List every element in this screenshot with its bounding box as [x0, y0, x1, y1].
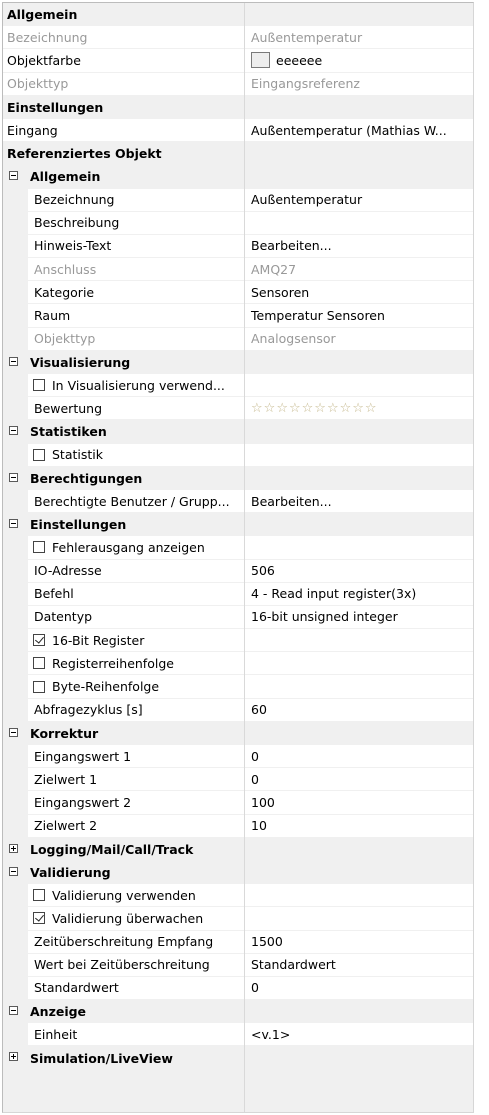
rating-value[interactable] — [245, 397, 473, 419]
property-row-receive-timeout[interactable] — [3, 931, 473, 954]
property-name: Objekttyp — [3, 73, 244, 95]
collapse-icon[interactable] — [9, 426, 18, 435]
subcategory-label: Logging/Mail/Call/Track — [30, 841, 194, 857]
property-value — [245, 675, 473, 697]
data-type-select[interactable]: 16-bit unsigned integer — [245, 606, 473, 628]
property-name: Hinweis-Text — [28, 235, 244, 257]
property-row-target-value-1[interactable] — [3, 768, 473, 791]
use-validation-checkbox[interactable] — [33, 889, 45, 901]
statistics-checkbox[interactable] — [33, 449, 45, 461]
empty-grid-area — [3, 1070, 473, 1110]
property-row-data-type[interactable] — [3, 606, 473, 629]
checkbox-label: In Visualisierung verwend... — [52, 377, 225, 393]
edit-hint-link[interactable]: Bearbeiten... — [245, 235, 473, 257]
collapse-icon[interactable] — [9, 1006, 18, 1015]
property-name: Zeitüberschreitung Empfang — [28, 931, 244, 953]
property-value: Außentemperatur — [245, 26, 473, 48]
collapse-icon[interactable] — [9, 357, 18, 366]
subcategory-label: Validierung — [30, 865, 111, 881]
star-icon[interactable]: ☆ — [251, 400, 263, 416]
error-output-checkbox[interactable] — [33, 541, 45, 553]
input-value-1-field[interactable]: 0 — [245, 745, 473, 767]
property-row-input[interactable] — [3, 119, 473, 142]
16bit-register-checkbox[interactable] — [33, 634, 45, 646]
property-row-rating[interactable] — [3, 397, 473, 420]
subcategory-label: Allgemein — [30, 169, 101, 185]
star-icon[interactable]: ☆ — [326, 400, 339, 416]
star-icon[interactable]: ☆ — [301, 400, 314, 416]
room-select[interactable]: Temperatur Sensoren — [245, 304, 473, 326]
category-label: Referenziertes Objekt — [7, 146, 162, 162]
edit-permissions-link[interactable]: Bearbeiten... — [245, 490, 473, 512]
subcategory-label: Anzeige — [30, 1004, 87, 1020]
property-row-object-color[interactable] — [3, 49, 473, 72]
property-row-io-address[interactable] — [3, 560, 473, 583]
property-name: Befehl — [28, 583, 244, 605]
property-value — [245, 884, 473, 906]
subcategory-correction[interactable] — [3, 722, 473, 745]
subcategory-label: Simulation/LiveView — [30, 1050, 173, 1066]
property-row-input-value-2[interactable] — [3, 791, 473, 814]
io-address-field[interactable]: 506 — [245, 560, 473, 582]
property-name: Beschreibung — [28, 212, 244, 234]
property-name: Eingangswert 1 — [28, 745, 244, 767]
expand-icon[interactable] — [9, 1052, 18, 1061]
subcategory-label: Berechtigungen — [30, 470, 143, 486]
property-row-poll-cycle[interactable] — [3, 699, 473, 722]
property-name[interactable] — [28, 374, 244, 396]
star-icon[interactable]: ☆ — [364, 400, 377, 416]
property-row-ref-name[interactable] — [3, 189, 473, 212]
property-name: Eingangswert 2 — [28, 791, 244, 813]
property-row-object-type[interactable] — [3, 73, 473, 96]
subcategory-simulation[interactable] — [3, 1046, 473, 1069]
property-name: Datentyp — [28, 606, 244, 628]
collapse-icon[interactable] — [9, 519, 18, 528]
property-value — [245, 374, 473, 396]
property-name[interactable] — [28, 907, 244, 929]
property-value: Eingangsreferenz — [245, 73, 473, 95]
subcategory-permissions[interactable] — [3, 467, 473, 490]
checkbox-label: Fehlerausgang anzeigen — [52, 539, 205, 555]
category-general — [3, 3, 473, 26]
poll-cycle-field[interactable]: 60 — [245, 699, 473, 721]
monitor-validation-checkbox[interactable] — [33, 912, 45, 924]
property-name: Berechtigte Benutzer / Grupp... — [28, 490, 244, 512]
subcategory-label: Einstellungen — [30, 517, 127, 533]
property-name: Abfragezyklus [s] — [28, 699, 244, 721]
star-icon[interactable]: ☆ — [288, 400, 301, 416]
category-label: Einstellungen — [7, 99, 104, 115]
category-settings — [3, 96, 473, 119]
property-row-category[interactable] — [3, 281, 473, 304]
property-name: Objektfarbe — [3, 49, 244, 71]
property-name: Objekttyp — [28, 328, 244, 350]
checkbox-label: Statistik — [52, 447, 103, 463]
subcategory-general[interactable] — [3, 165, 473, 188]
property-row-description[interactable] — [3, 212, 473, 235]
property-value[interactable] — [245, 212, 473, 234]
subcategory-label: Statistiken — [30, 424, 107, 440]
category-select[interactable]: Sensoren — [245, 281, 473, 303]
property-value: AMQ27 — [245, 258, 473, 280]
property-name[interactable] — [28, 444, 244, 466]
subcategory-label: Korrektur — [30, 725, 99, 741]
property-value — [245, 652, 473, 674]
property-name[interactable] — [28, 652, 244, 674]
property-row-ref-object-type[interactable] — [3, 328, 473, 351]
subcategory-label: Visualisierung — [30, 354, 131, 370]
expand-icon[interactable] — [9, 844, 18, 853]
command-select[interactable]: 4 - Read input register(3x) — [245, 583, 473, 605]
property-value — [245, 629, 473, 651]
property-row-command[interactable] — [3, 583, 473, 606]
receive-timeout-field[interactable]: 1500 — [245, 931, 473, 953]
property-row-default-value[interactable] — [3, 977, 473, 1000]
category-referenced-object — [3, 142, 473, 165]
property-name: Bezeichnung — [3, 26, 244, 48]
byte-order-checkbox[interactable] — [33, 681, 45, 693]
subcategory-statistics[interactable] — [3, 420, 473, 443]
property-value — [245, 444, 473, 466]
color-swatch[interactable] — [251, 52, 270, 68]
property-row-timeout-value[interactable] — [3, 954, 473, 977]
star-icon[interactable]: ☆ — [339, 400, 352, 416]
checkbox-label: Validierung verwenden — [52, 887, 196, 903]
property-name: Anschluss — [28, 258, 244, 280]
star-icon[interactable]: ☆ — [276, 400, 288, 416]
subcategory-visualization[interactable] — [3, 351, 473, 374]
property-value — [245, 907, 473, 929]
target-value-2-field[interactable]: 10 — [245, 815, 473, 837]
star-icon[interactable]: ☆ — [352, 400, 364, 416]
property-name: Bewertung — [28, 397, 244, 419]
property-name: Standardwert — [28, 977, 244, 999]
property-name: Zielwert 1 — [28, 768, 244, 790]
rating-stars[interactable] — [251, 402, 377, 415]
property-row-name[interactable] — [3, 26, 473, 49]
property-row-hint-text[interactable] — [3, 235, 473, 258]
property-name[interactable] — [28, 629, 244, 651]
property-name: Wert bei Zeitüberschreitung — [28, 954, 244, 976]
timeout-value-select[interactable]: Standardwert — [245, 954, 473, 976]
property-name: Raum — [28, 304, 244, 326]
property-name[interactable] — [28, 884, 244, 906]
property-name: Zielwert 2 — [28, 815, 244, 837]
subcategory-logging[interactable] — [3, 838, 473, 861]
property-row-error-output[interactable] — [3, 536, 473, 559]
property-name: IO-Adresse — [28, 560, 244, 582]
property-row-use-in-visualization[interactable] — [3, 374, 473, 397]
collapse-icon[interactable] — [9, 171, 18, 180]
register-order-checkbox[interactable] — [33, 657, 45, 669]
property-grid — [2, 2, 474, 1113]
property-value: Analogsensor — [245, 328, 473, 350]
input-value-2-field[interactable]: 100 — [245, 791, 473, 813]
star-icon[interactable]: ☆ — [263, 400, 276, 416]
property-row-use-validation[interactable] — [3, 884, 473, 907]
subcategory-validation[interactable] — [3, 861, 473, 884]
property-row-statistics[interactable] — [3, 444, 473, 467]
property-value[interactable] — [245, 49, 473, 71]
collapse-icon[interactable] — [9, 867, 18, 876]
subcategory-settings[interactable] — [3, 513, 473, 536]
property-row-byte-order[interactable] — [3, 675, 473, 698]
property-row-input-value-1[interactable] — [3, 745, 473, 768]
property-name: Einheit — [28, 1023, 244, 1045]
target-value-1-field[interactable]: 0 — [245, 768, 473, 790]
property-row-monitor-validation[interactable] — [3, 907, 473, 930]
default-value-field[interactable]: 0 — [245, 977, 473, 999]
collapse-icon[interactable] — [9, 728, 18, 737]
property-row-register-order[interactable] — [3, 652, 473, 675]
checkbox-label: 16-Bit Register — [52, 632, 145, 648]
property-value — [245, 536, 473, 558]
property-row-unit[interactable] — [3, 1023, 473, 1046]
property-name[interactable] — [28, 536, 244, 558]
property-row-permitted-users[interactable] — [3, 490, 473, 513]
subcategory-display[interactable] — [3, 1000, 473, 1023]
star-icon[interactable]: ☆ — [314, 400, 326, 416]
checkbox-label: Validierung überwachen — [52, 910, 204, 926]
property-name: Kategorie — [28, 281, 244, 303]
property-row-16bit-register[interactable] — [3, 629, 473, 652]
property-name: Eingang — [3, 119, 244, 141]
category-label: Allgemein — [7, 7, 78, 23]
visualization-checkbox[interactable] — [33, 379, 45, 391]
collapse-icon[interactable] — [9, 473, 18, 482]
property-name: Bezeichnung — [28, 189, 244, 211]
input-select[interactable]: Außentemperatur (Mathias W... — [245, 119, 473, 141]
property-row-room[interactable] — [3, 304, 473, 327]
checkbox-label: Registerreihenfolge — [52, 655, 174, 671]
property-value[interactable]: Außentemperatur — [245, 189, 473, 211]
unit-field[interactable]: <v.1> — [245, 1023, 473, 1045]
property-name[interactable] — [28, 675, 244, 697]
property-row-target-value-2[interactable] — [3, 815, 473, 838]
color-value-text: eeeeee — [276, 52, 323, 68]
property-row-connection[interactable] — [3, 258, 473, 281]
checkbox-label: Byte-Reihenfolge — [52, 679, 160, 695]
